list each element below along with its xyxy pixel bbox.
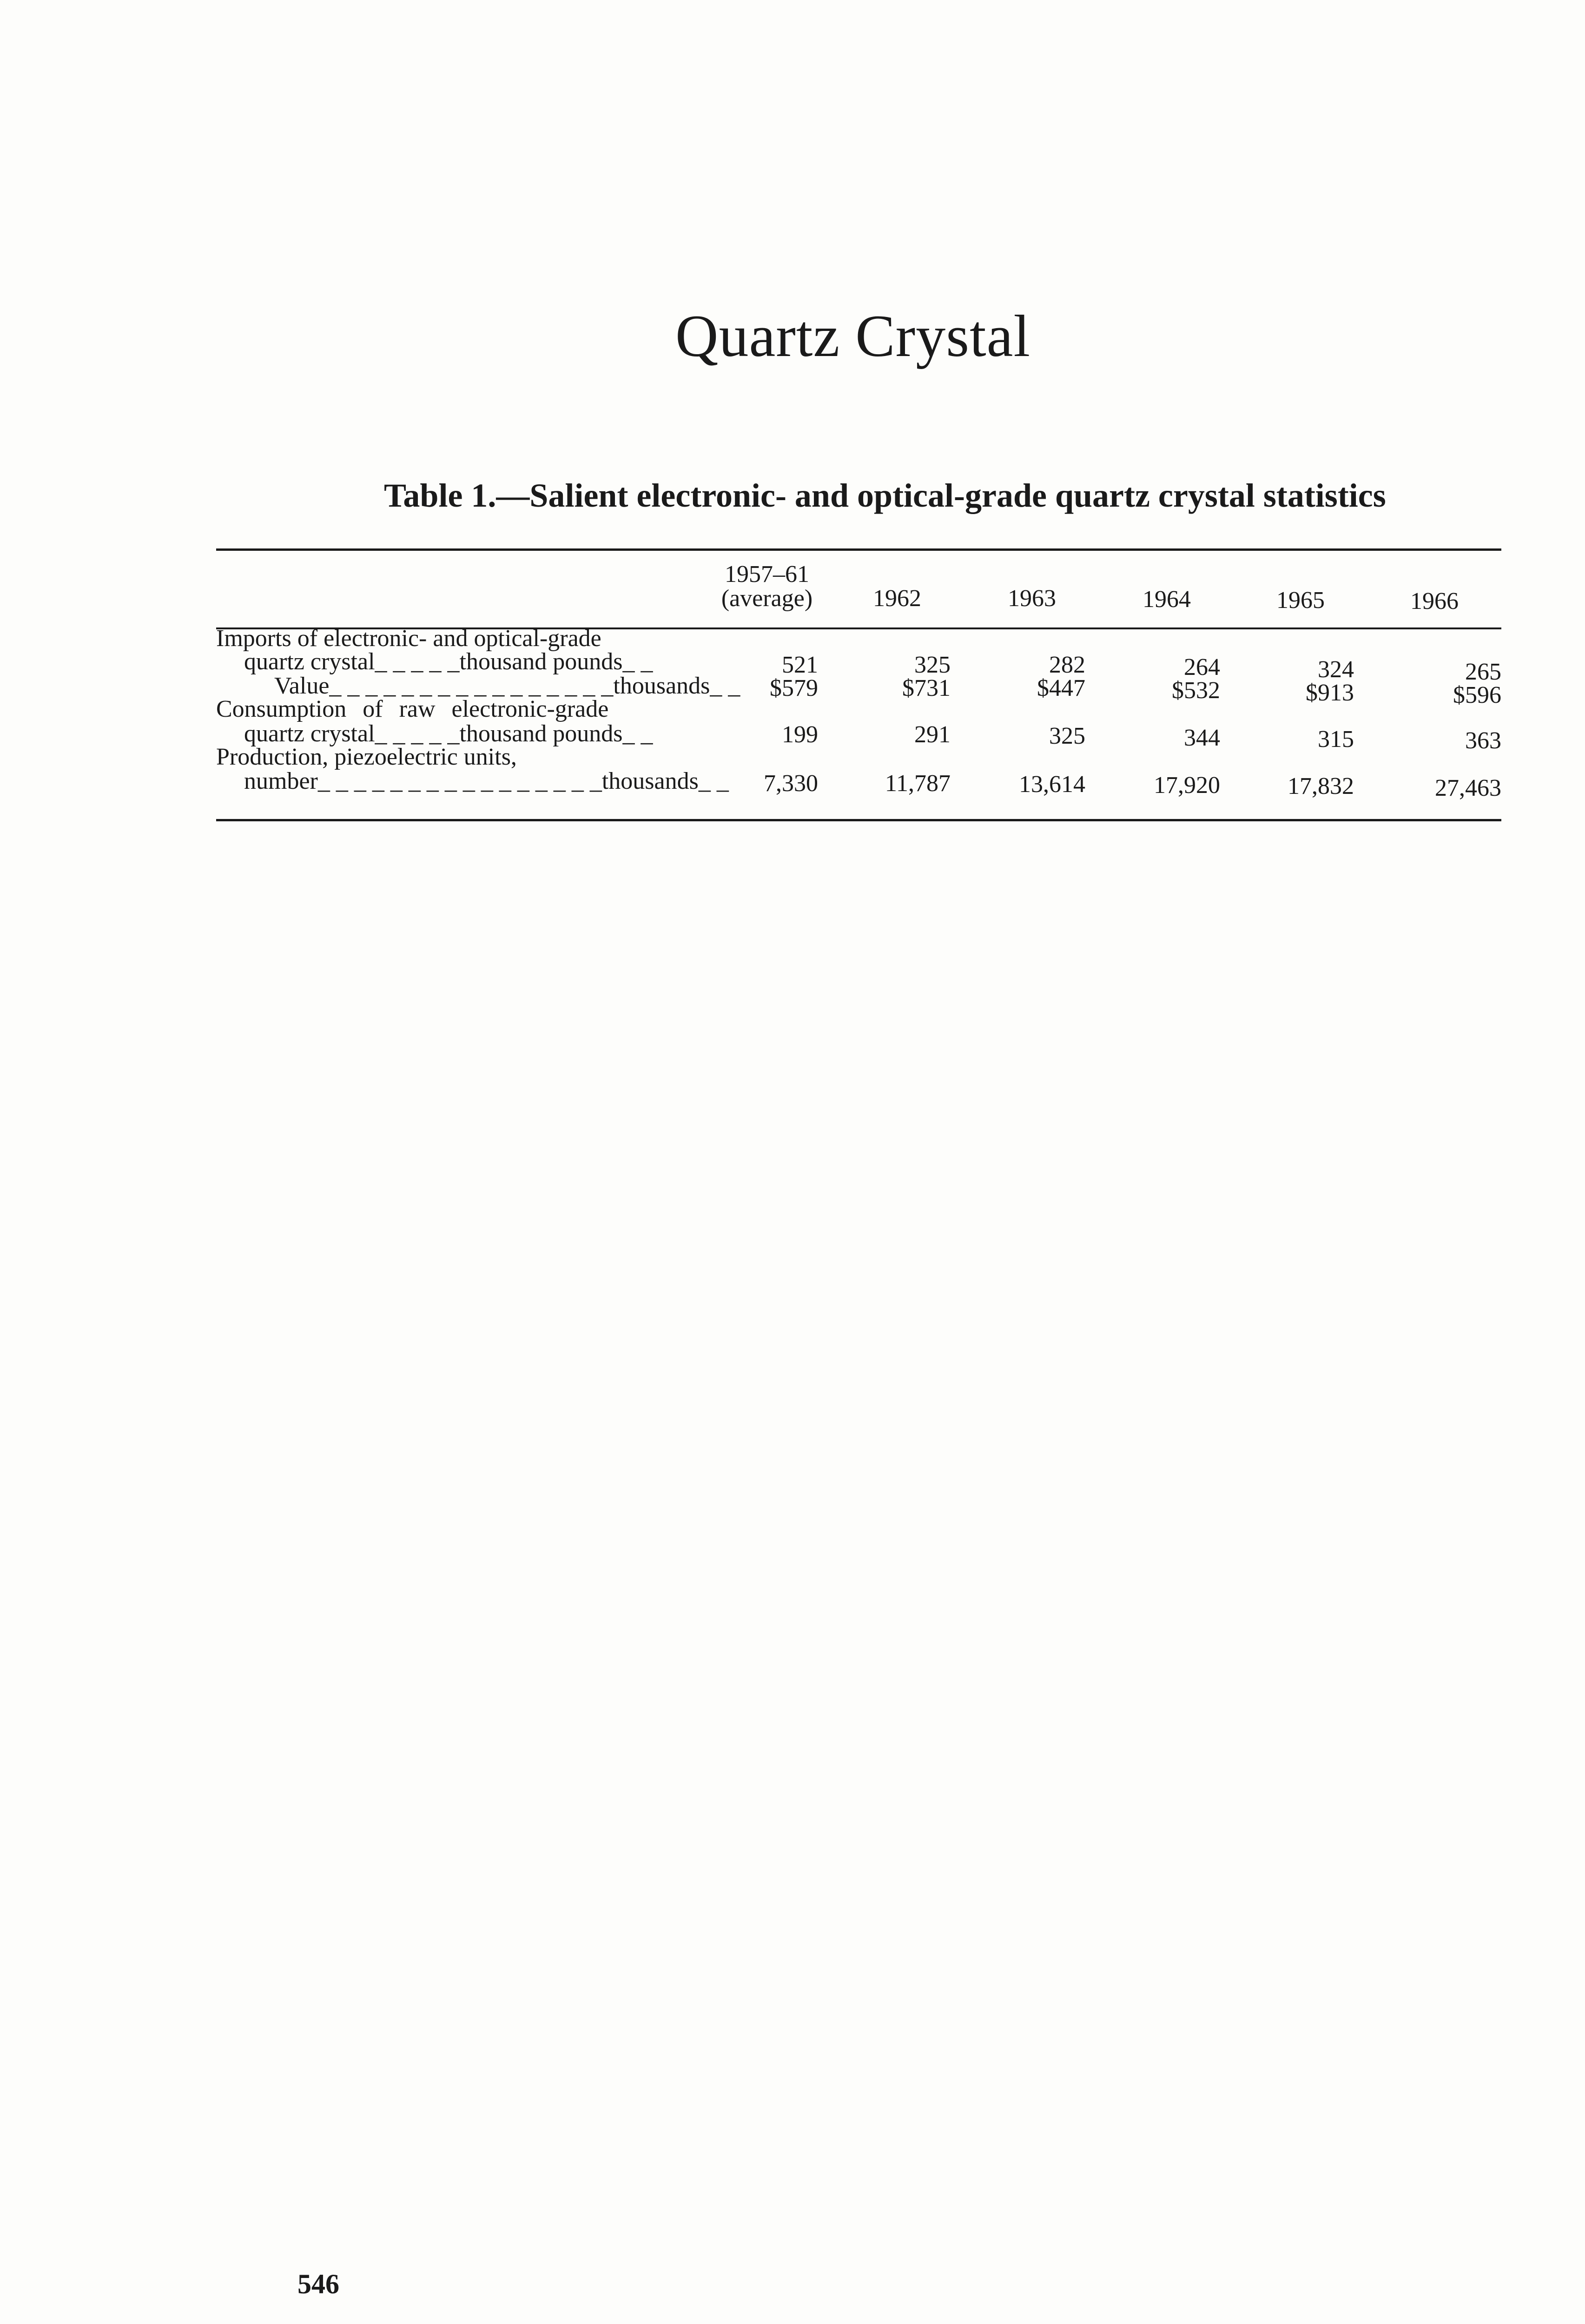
col-header-1957-61: 1957–61	[725, 561, 809, 588]
cell-value-1966: $596	[1453, 682, 1501, 708]
table-bottom-rule	[216, 819, 1501, 821]
cell-production-1966: 27,463	[1435, 775, 1501, 801]
stub-production-line1: Production, piezoelectric units,	[216, 744, 517, 770]
cell-value-1964: $532	[1172, 677, 1220, 704]
stub-imports-line2: quartz crystal_ _ _ _ _thousand pounds_ _	[244, 648, 653, 675]
page-number: 546	[297, 2269, 339, 2299]
cell-production-1965: 17,832	[1288, 773, 1354, 799]
cell-consumption-1966: 363	[1465, 727, 1501, 754]
cell-production-1962: 11,787	[885, 770, 951, 797]
cell-imports-1957-61: 521	[782, 652, 818, 678]
cell-consumption-1962: 291	[914, 721, 951, 748]
col-header-1963: 1963	[1008, 585, 1056, 612]
cell-consumption-1963: 325	[1049, 723, 1085, 749]
cell-production-1963: 13,614	[1019, 771, 1085, 798]
cell-imports-1964: 264	[1184, 654, 1220, 680]
cell-production-1964: 17,920	[1154, 772, 1220, 799]
cell-consumption-1964: 344	[1184, 725, 1220, 751]
cell-imports-1962: 325	[914, 652, 951, 678]
cell-value-1962: $731	[902, 675, 951, 701]
stub-value-line: Value_ _ _ _ _ _ _ _ _ _ _ _ _ _ _ _thousands_ _	[274, 673, 740, 699]
table-caption: Table 1.—Salient electronic- and optical-grade quartz crystal statistics	[384, 477, 1386, 514]
cell-consumption-1965: 315	[1318, 726, 1354, 753]
stub-imports-line1: Imports of electronic- and optical-grade	[216, 625, 601, 652]
cell-value-1957-61: $579	[770, 675, 818, 701]
stub-production-line2: number_ _ _ _ _ _ _ _ _ _ _ _ _ _ _ _thousands_ _	[244, 768, 729, 794]
cell-value-1965: $913	[1306, 680, 1354, 706]
table-top-rule	[216, 548, 1501, 551]
stub-consumption-line2: quartz crystal_ _ _ _ _thousand pounds_ _	[244, 720, 653, 747]
cell-production-1957-61: 7,330	[764, 770, 818, 797]
cell-value-1963: $447	[1037, 675, 1085, 701]
col-header-1957-61-sub: (average)	[721, 585, 813, 612]
cell-imports-1965: 324	[1318, 656, 1354, 683]
cell-imports-1963: 282	[1049, 652, 1085, 678]
cell-consumption-1957-61: 199	[782, 721, 818, 748]
col-header-1966: 1966	[1410, 588, 1459, 614]
col-header-1965: 1965	[1276, 587, 1325, 614]
col-header-1962: 1962	[873, 585, 921, 612]
col-header-1964: 1964	[1143, 586, 1191, 613]
stub-consumption-line1: Consumption of raw electronic-grade	[216, 696, 609, 722]
cell-imports-1966: 265	[1465, 659, 1501, 685]
page-title: Quartz Crystal	[675, 303, 1030, 369]
